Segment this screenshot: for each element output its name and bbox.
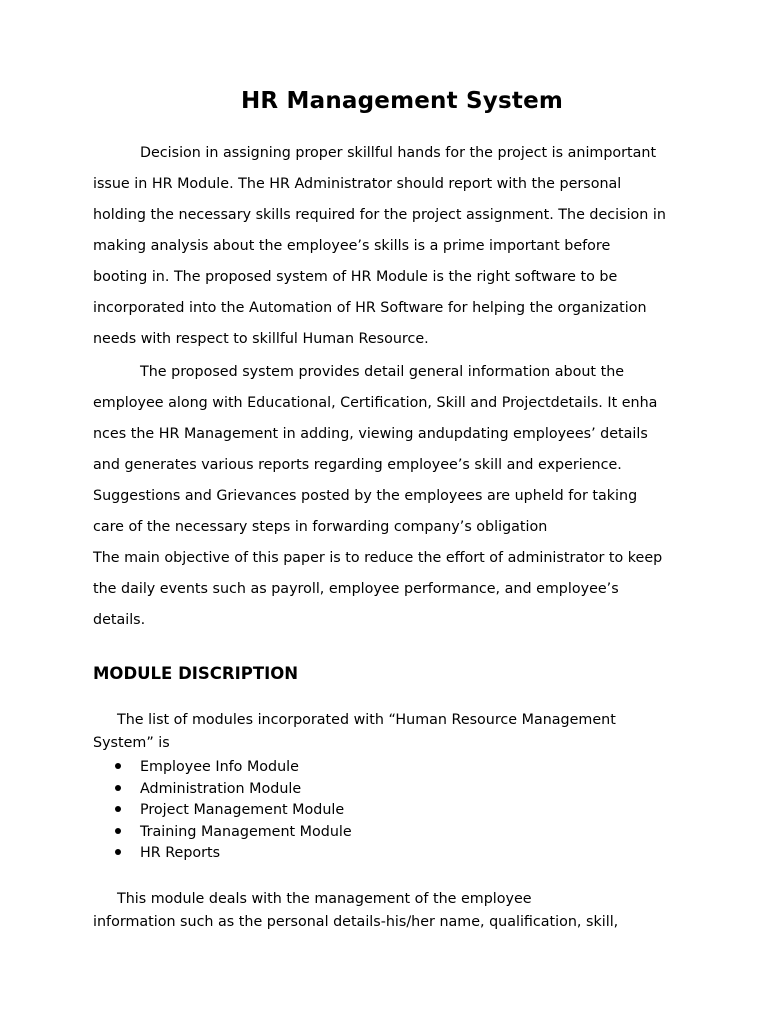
module-intro-line: The list of modules incorporated with “Human Resource Management	[117, 712, 616, 728]
body-line: details.	[93, 612, 146, 628]
body-line: making analysis about the employee’s skills is a prime important before	[93, 238, 611, 254]
module-label: Administration Module	[140, 781, 302, 797]
module-heading: MODULE DISCRIPTION	[93, 664, 299, 683]
bullet-icon	[115, 806, 121, 812]
body-line: and generates various reports regarding employee’s skill and experience.	[93, 457, 622, 473]
body-line: care of the necessary steps in forwarding company’s obligation	[93, 519, 548, 535]
body-line: Suggestions and Grievances posted by the employees are upheld for taking	[93, 488, 638, 504]
body-line: incorporated into the Automation of HR Software for helping the organization	[93, 300, 647, 316]
body-line: needs with respect to skillful Human Resource.	[93, 331, 429, 347]
list-item	[115, 779, 302, 799]
bullet-icon	[115, 849, 121, 855]
list-item	[115, 800, 345, 820]
module-label: HR Reports	[140, 845, 221, 861]
bullet-icon	[115, 785, 121, 791]
page-title: HR Management System	[240, 88, 564, 114]
body-line: The main objective of this paper is to reduce the effort of administrator to keep	[93, 550, 663, 566]
list-item	[115, 822, 352, 842]
body-line: issue in HR Module. The HR Administrator should report with the personal	[93, 176, 622, 192]
module-intro-line: System” is	[93, 735, 170, 751]
bullet-icon	[115, 763, 121, 769]
body-line: employee along with Educational, Certification, Skill and Projectdetails. It enha	[93, 395, 658, 411]
bullet-icon	[115, 828, 121, 834]
list-item	[115, 843, 221, 863]
list-item	[115, 757, 299, 777]
module-label: Training Management Module	[140, 824, 352, 840]
body-line: The proposed system provides detail general information about the	[140, 364, 625, 380]
closing-line: information such as the personal details-his/her name, qualification, skill,	[93, 914, 619, 930]
body-line: nces the HR Management in adding, viewing andupdating employees’ details	[93, 426, 648, 442]
body-line: booting in. The proposed system of HR Module is the right software to be	[93, 269, 618, 285]
body-line: Decision in assigning proper skillful hands for the project is animportant	[140, 145, 657, 161]
body-line: holding the necessary skills required for the project assignment. The decision in	[93, 207, 666, 223]
module-label: Employee Info Module	[140, 759, 299, 775]
body-line: the daily events such as payroll, employee performance, and employee’s	[93, 581, 619, 597]
module-label: Project Management Module	[140, 802, 345, 818]
closing-line: This module deals with the management of the employee	[117, 891, 532, 907]
